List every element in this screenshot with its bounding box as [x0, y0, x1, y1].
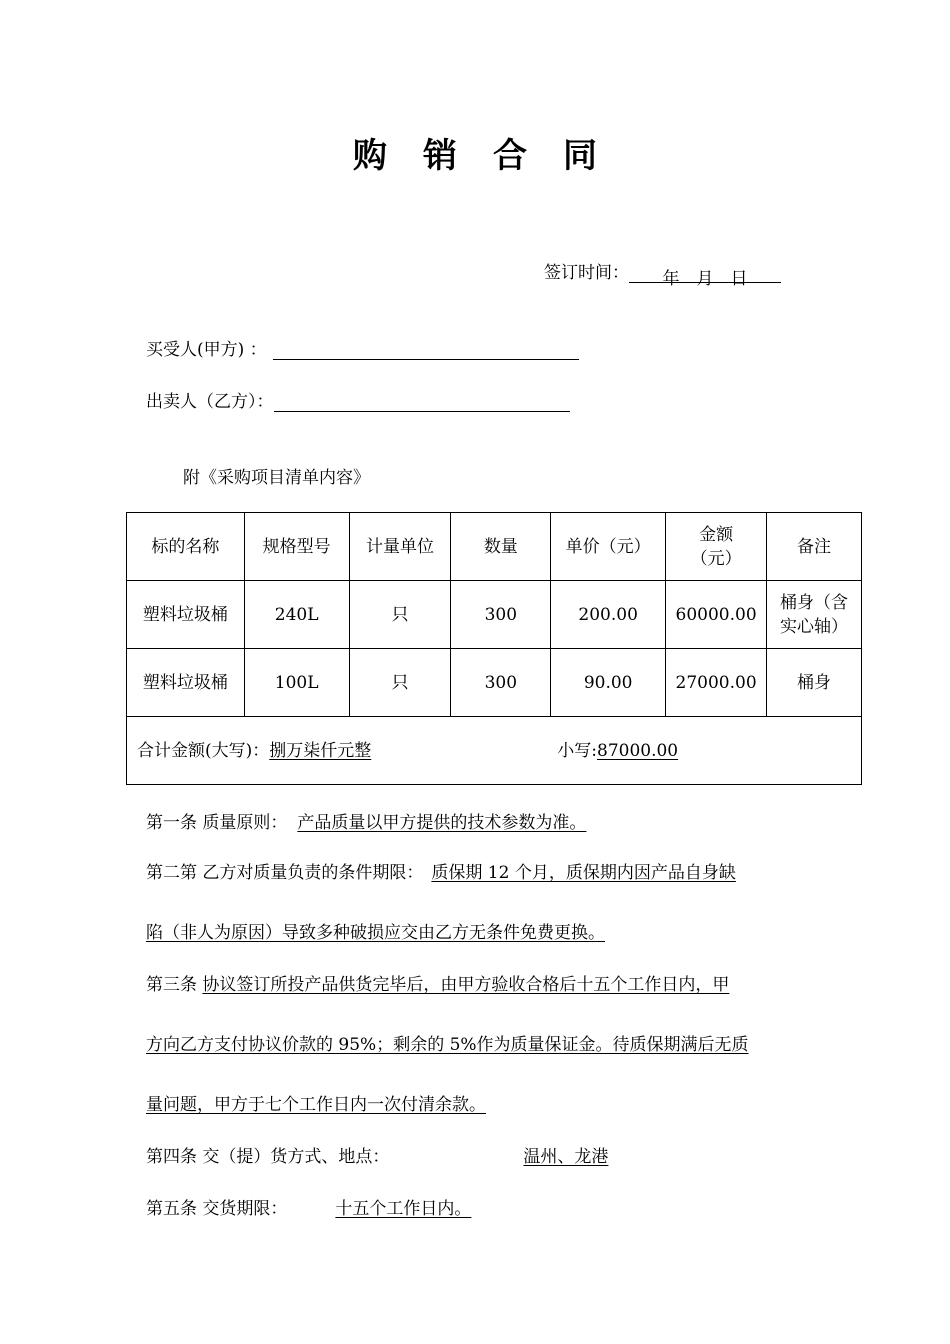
buyer-field[interactable] — [273, 341, 579, 360]
table-cell: 塑料垃圾桶 — [127, 581, 245, 649]
table-cell: 只 — [349, 649, 451, 717]
clause-4 — [146, 1142, 773, 1167]
table-header-row — [127, 513, 862, 581]
table-cell: 60000.00 — [666, 581, 767, 649]
table-cell: 240L — [244, 581, 349, 649]
seller-line — [146, 387, 570, 412]
clause-1-label: 第一条 质量原则： — [146, 813, 288, 833]
total-number — [597, 739, 703, 763]
table-header: 金额（元） — [666, 513, 767, 581]
table-header: 规格型号 — [244, 513, 349, 581]
total-label: 合计金额(大写)： — [137, 740, 270, 761]
table-cell: 200.00 — [551, 581, 666, 649]
table-total-row — [127, 717, 862, 785]
buyer-line — [146, 335, 579, 360]
sign-date-value: 年 月 日 — [662, 269, 748, 289]
small-label: 小写: — [557, 740, 597, 761]
total-number-text: 87000.00 — [597, 740, 679, 761]
seller-field[interactable] — [274, 393, 570, 412]
title-char: 销 — [423, 136, 457, 176]
title-char: 同 — [563, 136, 597, 176]
table-header: 数量 — [451, 513, 551, 581]
clause-5-content: 十五个工作日内。 — [335, 1199, 472, 1219]
table-cell: 塑料垃圾桶 — [127, 649, 245, 717]
clause-1 — [146, 808, 739, 833]
table-header: 单价（元） — [551, 513, 666, 581]
sign-date-field[interactable] — [629, 264, 781, 289]
table-row — [127, 649, 862, 717]
sign-date-line — [544, 258, 781, 289]
title-char: 购 — [353, 136, 387, 176]
clause-2-line-2: 陷（非人为原因）导致多种破损应交由乙方无条件免费更换。 — [146, 923, 605, 943]
table-header: 标的名称 — [127, 513, 245, 581]
clause-3-line-2: 方向乙方支付协议价款的 95%；剩余的 5%作为质量保证金。待质保期满后无质 — [146, 1035, 749, 1055]
clause-3-line-3: 量问题，甲方于七个工作日内一次付清余款。 — [146, 1095, 486, 1115]
clause-1-content: 产品质量以甲方提供的技术参数为准。 — [297, 813, 587, 833]
clause-2 — [146, 858, 736, 883]
clause-5-text — [287, 1194, 537, 1219]
items-table — [126, 512, 862, 785]
clause-2-line-1: 质保期 12 个月，质保期内因产品自身缺 — [431, 863, 736, 883]
clause-4-label: 第四条 交（提）货方式、地点： — [146, 1147, 390, 1167]
total-cell — [127, 717, 862, 785]
table-header: 计量单位 — [349, 513, 451, 581]
clause-4-text — [389, 1142, 773, 1167]
table-cell: 90.00 — [551, 649, 666, 717]
total-words-text: 捌万柒仟元整 — [269, 740, 372, 761]
table-cell: 只 — [349, 581, 451, 649]
table-cell: 27000.00 — [666, 649, 767, 717]
clause-2-label: 第二第 乙方对质量负责的条件期限： — [146, 863, 424, 883]
table-cell: 100L — [244, 649, 349, 717]
table-cell: 300 — [451, 581, 551, 649]
table-cell: 桶身 — [767, 649, 862, 717]
sign-date-label: 签订时间： — [544, 263, 629, 283]
clause-1-text — [287, 808, 739, 833]
table-header: 备注 — [767, 513, 862, 581]
table-cell: 300 — [451, 649, 551, 717]
attachment-title: 附《采购项目清单内容》 — [183, 468, 370, 488]
page-title — [0, 128, 950, 177]
table-cell: 桶身（含实心轴） — [767, 581, 862, 649]
table-row — [127, 581, 862, 649]
seller-label: 出卖人（乙方）： — [146, 392, 274, 412]
clause-4-content: 温州、龙港 — [523, 1147, 609, 1167]
title-char: 合 — [493, 136, 527, 176]
clause-3 — [146, 970, 729, 995]
clause-3-line-1: 协议签订所投产品供货完毕后，由甲方验收合格后十五个工作日内，甲 — [202, 975, 730, 995]
clause-5-label: 第五条 交货期限： — [146, 1199, 288, 1219]
clause-3-label: 第三条 — [146, 975, 203, 995]
total-words — [269, 739, 557, 763]
buyer-label: 买受人(甲方) ： — [146, 340, 267, 360]
clause-5 — [146, 1194, 537, 1219]
